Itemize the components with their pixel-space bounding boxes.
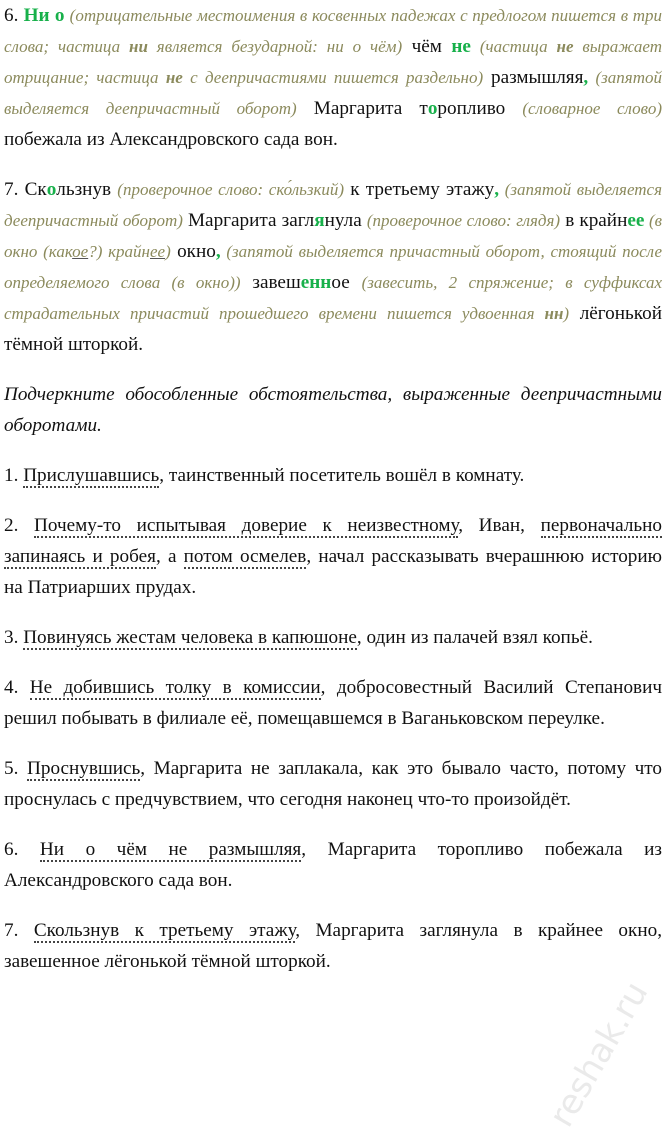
underlined-phrase: потом осмелев <box>183 546 307 567</box>
underlined-phrase: Скользнув к третьему этажу <box>33 920 296 941</box>
comment: (проверочное слово: ско́льзкий) <box>117 180 345 199</box>
comment: (проверочное слово: глядя) <box>366 211 561 230</box>
analysis-item-7: 7. Скользнув (проверочное слово: ско́льзкий) к третьему этажу, (запятой выделяется деепричастный оборот) Маргарита заглянула (проверочное слово: глядя) в крайнее (в окно (какое?) крайнее) окно, (запятой выделяется причастный оборот, стоящий после определяемого слова (в окно)) завешенное (завесить, 2 спряжение; в суффиксах страдательных причастий прошедшего времени пишется удвоенная нн) лёгонькой тёмной шторкой. <box>4 179 662 355</box>
underlined-phrase: Прислушавшись <box>23 465 160 486</box>
sentence-3: 3. Повинуясь жестам человека в капюшоне, один из палачей взял копьё. <box>4 627 593 648</box>
comment: (запятой выделяется деепричастный оборот) <box>4 180 662 230</box>
underlined-phrase: Не добившись толку в комиссии <box>29 677 321 698</box>
underlined-phrase: Почему-то испытывая доверие к неизвестному <box>34 515 459 536</box>
underlined-phrase: Проснувшись <box>27 758 141 779</box>
task-instruction: Подчеркните обособленные обстоятельства, выраженные деепричастными оборотами. <box>4 384 662 436</box>
comment: (завесить, 2 спряжение; в суффиксах страдательных причастий прошедшего времени пишется удвоенная нн) <box>4 273 662 323</box>
sentence-2: 2. Почему-то испытывая доверие к неизвестному, Иван, первоначально запинаясь и робея, а потом осмелев, начал рассказывать вчерашнюю историю на Патриарших прудах. <box>4 515 663 598</box>
underlined-phrase: Ни о чём не размышляя <box>39 839 302 860</box>
comment: (частица не выражает отрицание; частица не с деепричастиями пишется раздельно) <box>4 37 662 87</box>
sentence-7: 7. Скользнув к третьему этажу, Маргарита заглянула в крайнее окно, завешенное лёгонькой тёмной шторкой. <box>4 920 662 972</box>
comment: (словарное слово) <box>522 99 662 118</box>
sentence-4: 4. Не добившись толку в комиссии, добросовестный Василий Степанович решил побывать в филиале её, помещавшемся в Ваганьковском переулке. <box>4 677 663 729</box>
underlined-phrase: первоначально запинаясь и робея <box>4 515 663 567</box>
watermark: reshak.ru <box>541 975 656 1134</box>
comment: (отрицательные местоимения в косвенных падежах с предлогом пишется в три слова; частица ни является безударной: ни о чём) <box>4 6 663 56</box>
comment: (запятой выделяется деепричастный оборот) <box>4 68 662 118</box>
analysis-item-6: 6. Ни о (отрицательные местоимения в косвенных падежах с предлогом пишется в три слова; частица ни является безударной: ни о чём) чём не (частица не выражает отрицание; частица не с деепричастиями пишется раздельно) размышляя, (запятой выделяется деепричастный оборот) Маргарита торопливо (словарное слово) побежала из Александровского сада вон. <box>4 5 663 150</box>
comment: (в окно (какое?) крайнее) <box>4 211 662 261</box>
highlight: Ни о <box>23 5 65 26</box>
sentence-5: 5. Проснувшись, Маргарита не заплакала, как это бывало часто, потому что проснулась с предчувствием, что сегодня наконец что-то произойдёт. <box>4 758 663 810</box>
sentence-1: 1. Прислушавшись, таинственный посетитель вошёл в комнату. <box>4 465 525 486</box>
comment: (запятой выделяется причастный оборот, стоящий после определяемого слова (в окно)) <box>4 242 662 292</box>
underlined-phrase: Повинуясь жестам человека в капюшоне <box>23 627 357 648</box>
sentence-6: 6. Ни о чём не размышляя, Маргарита торопливо побежала из Александровского сада вон. <box>4 839 663 891</box>
